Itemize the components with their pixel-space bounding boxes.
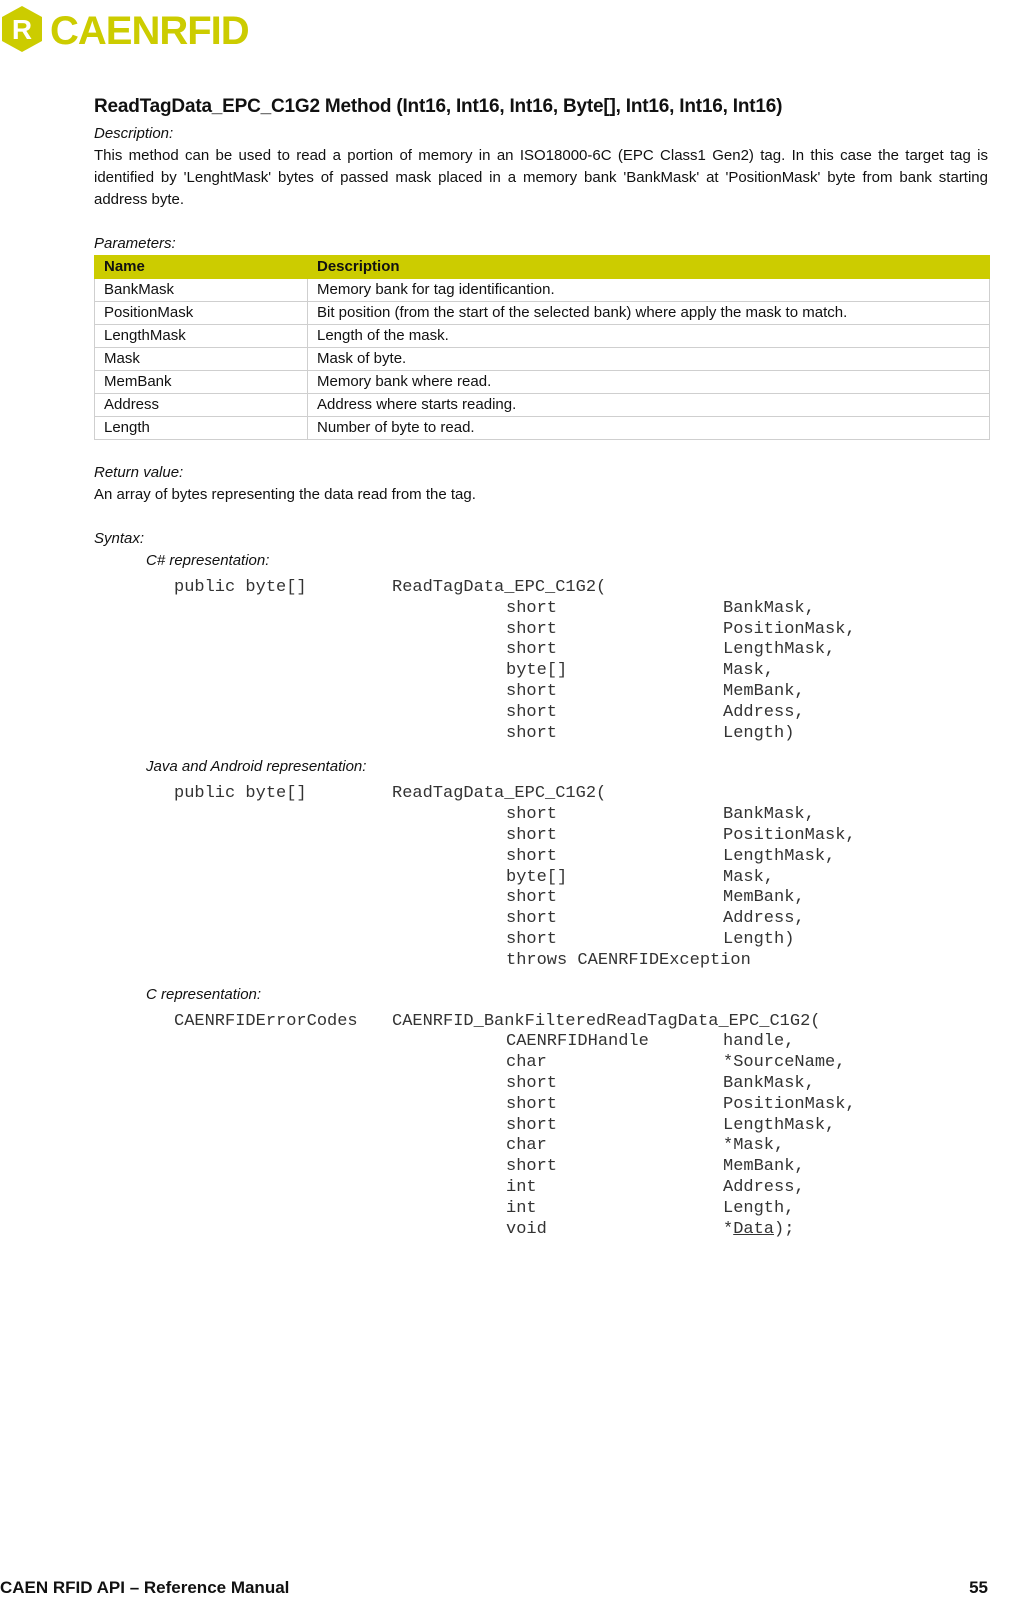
- code-token: [392, 888, 506, 909]
- table-row: [95, 325, 990, 348]
- code-token: [392, 951, 506, 972]
- code-token: [174, 1032, 392, 1053]
- code-token: char: [506, 1136, 547, 1156]
- page-footer: [0, 1578, 988, 1598]
- code-token: [392, 620, 506, 641]
- code-token: [392, 724, 506, 745]
- code-token: MemBank,: [723, 681, 805, 701]
- code-token: char: [506, 1053, 547, 1073]
- code-token: PositionMask,: [723, 1094, 856, 1114]
- code-token: [392, 1136, 506, 1157]
- code-token: [174, 826, 392, 847]
- code-token: [392, 847, 506, 868]
- code-token: short: [506, 1073, 558, 1093]
- param-name: BankMask: [95, 279, 308, 302]
- code-token: Address,: [723, 909, 805, 929]
- code-token: [392, 1178, 506, 1199]
- code-token: [392, 640, 506, 661]
- param-name: LengthMask: [95, 325, 308, 348]
- code-token: short: [506, 888, 558, 908]
- caenrfid-logo: [0, 4, 280, 56]
- code-token: [392, 1220, 506, 1241]
- code-token: [392, 805, 506, 826]
- code-token: ReadTagData_EPC_C1G2(: [392, 578, 607, 597]
- code-token: int: [506, 1198, 537, 1218]
- code-line: [174, 1012, 988, 1033]
- return-value-text: An array of bytes representing the data read from the tag.: [94, 486, 476, 503]
- code-token: int: [506, 1177, 537, 1197]
- page-number: 55: [969, 1578, 988, 1597]
- code-line: [174, 1199, 988, 1220]
- method-title: ReadTagData_EPC_C1G2 Method (Int16, Int16, Int16, Byte[], Int16, Int16, Int16): [94, 96, 783, 117]
- code-line: [174, 1095, 988, 1116]
- table-row: [95, 279, 990, 302]
- table-row: [95, 371, 990, 394]
- code-line: [174, 1116, 988, 1137]
- param-name: MemBank: [95, 371, 308, 394]
- code-token: *Data);: [723, 1219, 795, 1239]
- code-token: short: [506, 909, 558, 929]
- code-token: [174, 661, 392, 682]
- code-token: short: [506, 1157, 558, 1177]
- param-description: Length of the mask.: [308, 325, 990, 348]
- code-token: [174, 1157, 392, 1178]
- code-token: [392, 930, 506, 951]
- code-token: MemBank,: [723, 1157, 805, 1177]
- code-token: ReadTagData_EPC_C1G2(: [392, 784, 607, 804]
- code-token: [506, 1012, 723, 1033]
- param-description: Mask of byte.: [308, 348, 990, 371]
- code-token: [174, 1116, 392, 1137]
- header-description: Description: [308, 256, 990, 279]
- code-token: short: [506, 619, 558, 639]
- code-token: [392, 1032, 506, 1053]
- code-token: [392, 868, 506, 889]
- code-token: [174, 1199, 392, 1220]
- description-text: This method can be used to read a portion of memory in an ISO18000-6C (EPC Class1 Gen2) tag. In this case the target tag is identified by 'LenghtMask' bytes of passed mask placed in a memory bank 'BankMask' at 'PositionMask' byte from bank starting address byte.: [94, 147, 988, 208]
- code-token: Mask,: [723, 867, 775, 887]
- code-token: short: [506, 640, 558, 660]
- code-token: short: [506, 846, 558, 866]
- code-token: [174, 620, 392, 641]
- code-token: short: [506, 929, 558, 949]
- code-line: [174, 868, 988, 889]
- logo-wordmark: CAENRFID: [50, 9, 249, 53]
- csharp-label: C# representation:: [146, 552, 270, 569]
- code-token: BankMask,: [723, 598, 815, 618]
- code-token: [174, 930, 392, 951]
- code-token: short: [506, 723, 558, 743]
- code-token: [174, 599, 392, 620]
- c-label: C representation:: [146, 985, 262, 1003]
- param-description: Memory bank where read.: [308, 371, 990, 394]
- code-token: Length,: [723, 1198, 795, 1218]
- code-token: [392, 661, 506, 682]
- param-description: Bit position (from the start of the selected bank) where apply the mask to match.: [308, 302, 990, 325]
- code-token: short: [506, 702, 558, 722]
- page-content: [94, 96, 988, 1252]
- code-token: [392, 1053, 506, 1074]
- svg-text:R: R: [11, 14, 33, 45]
- code-line: [174, 1032, 988, 1053]
- code-token: BankMask,: [723, 1073, 815, 1093]
- code-token: MemBank,: [723, 888, 805, 908]
- java-label: Java and Android representation:: [146, 758, 367, 776]
- code-token: [392, 826, 506, 847]
- code-token: CAENRFID_BankFilteredReadTagData_EPC_C1G2(: [392, 1011, 821, 1031]
- code-token: [174, 703, 392, 724]
- table-row: [95, 417, 990, 440]
- param-description: Memory bank for tag identificantion.: [308, 279, 990, 302]
- code-line: [174, 1074, 988, 1095]
- code-token: handle,: [723, 1032, 795, 1052]
- code-line: [174, 1053, 988, 1074]
- parameters-table: [94, 255, 990, 440]
- code-token: throws CAENRFIDException: [506, 950, 751, 970]
- code-token: [174, 951, 392, 972]
- code-token: short: [506, 598, 558, 618]
- code-token: short: [506, 681, 558, 701]
- code-token: [506, 578, 723, 599]
- code-token: BankMask,: [723, 805, 815, 825]
- code-token: Address,: [723, 702, 805, 722]
- code-token: *Mask,: [723, 1136, 785, 1156]
- code-line: [174, 703, 988, 724]
- code-line: [174, 599, 988, 620]
- code-line: [174, 1178, 988, 1199]
- code-token: [392, 909, 506, 930]
- code-line: [174, 724, 988, 745]
- code-token: [174, 1053, 392, 1074]
- code-token: [392, 1199, 506, 1220]
- code-token: LengthMask,: [723, 846, 836, 866]
- syntax-label: Syntax:: [94, 530, 145, 547]
- param-name: Mask: [95, 348, 308, 371]
- code-line: [174, 847, 988, 868]
- code-token: Length): [723, 929, 795, 949]
- code-token: [174, 805, 392, 826]
- code-token: [392, 1157, 506, 1178]
- code-line: [174, 682, 988, 703]
- param-name: Address: [95, 394, 308, 417]
- code-token: [174, 1220, 392, 1241]
- code-token: [392, 1074, 506, 1095]
- code-token: short: [506, 805, 558, 825]
- code-line: [174, 578, 988, 599]
- code-token: CAENRFIDErrorCodes: [174, 1011, 358, 1031]
- code-line: [174, 620, 988, 641]
- code-token: [174, 847, 392, 868]
- code-token: [392, 1116, 506, 1137]
- code-token: void: [506, 1219, 547, 1239]
- footer-title: CAEN RFID API – Reference Manual: [0, 1578, 290, 1597]
- code-line: [174, 951, 988, 972]
- code-token: [174, 1095, 392, 1116]
- code-line: [174, 805, 988, 826]
- code-token: LengthMask,: [723, 1115, 836, 1135]
- code-token: PositionMask,: [723, 619, 856, 639]
- table-header-row: [95, 256, 990, 279]
- description-label: Description:: [94, 125, 174, 142]
- code-token: byte[]: [506, 867, 568, 887]
- table-row: [95, 302, 990, 325]
- code-line: [174, 661, 988, 682]
- code-token: public byte[]: [174, 784, 307, 804]
- code-token: Mask,: [723, 661, 775, 681]
- code-token: [174, 888, 392, 909]
- code-token: byte[]: [506, 661, 568, 681]
- csharp-code-block: [174, 578, 988, 744]
- code-line: [174, 888, 988, 909]
- code-token: short: [506, 1115, 558, 1135]
- java-code-block: [174, 784, 988, 971]
- header-name: Name: [95, 256, 308, 279]
- code-token: [392, 599, 506, 620]
- code-token: [506, 784, 723, 805]
- param-description: Number of byte to read.: [308, 417, 990, 440]
- table-row: [95, 348, 990, 371]
- code-token: PositionMask,: [723, 825, 856, 845]
- code-line: [174, 1157, 988, 1178]
- code-token: [174, 682, 392, 703]
- c-code-block: [174, 1012, 988, 1241]
- code-token: short: [506, 825, 558, 845]
- code-token: [392, 703, 506, 724]
- code-token: Address,: [723, 1177, 805, 1197]
- code-token: [174, 1136, 392, 1157]
- code-token: [174, 1074, 392, 1095]
- code-line: [174, 640, 988, 661]
- code-line: [174, 909, 988, 930]
- code-token: CAENRFIDHandle: [506, 1032, 649, 1052]
- code-token: [392, 1095, 506, 1116]
- code-token: [174, 1178, 392, 1199]
- code-line: [174, 826, 988, 847]
- param-name: Length: [95, 417, 308, 440]
- parameters-label: Parameters:: [94, 235, 176, 252]
- code-token: [174, 640, 392, 661]
- code-token: public byte[]: [174, 578, 307, 597]
- table-row: [95, 394, 990, 417]
- code-token: [174, 868, 392, 889]
- return-value-label: Return value:: [94, 464, 184, 481]
- code-token: [174, 909, 392, 930]
- code-token: [392, 682, 506, 703]
- code-token: Length): [723, 723, 795, 743]
- param-name: PositionMask: [95, 302, 308, 325]
- code-token: LengthMask,: [723, 640, 836, 660]
- code-token: short: [506, 1094, 558, 1114]
- code-token: *SourceName,: [723, 1053, 846, 1073]
- param-description: Address where starts reading.: [308, 394, 990, 417]
- code-line: [174, 1136, 988, 1157]
- code-line: [174, 784, 988, 805]
- code-token: [174, 724, 392, 745]
- code-line: [174, 1220, 988, 1241]
- code-line: [174, 930, 988, 951]
